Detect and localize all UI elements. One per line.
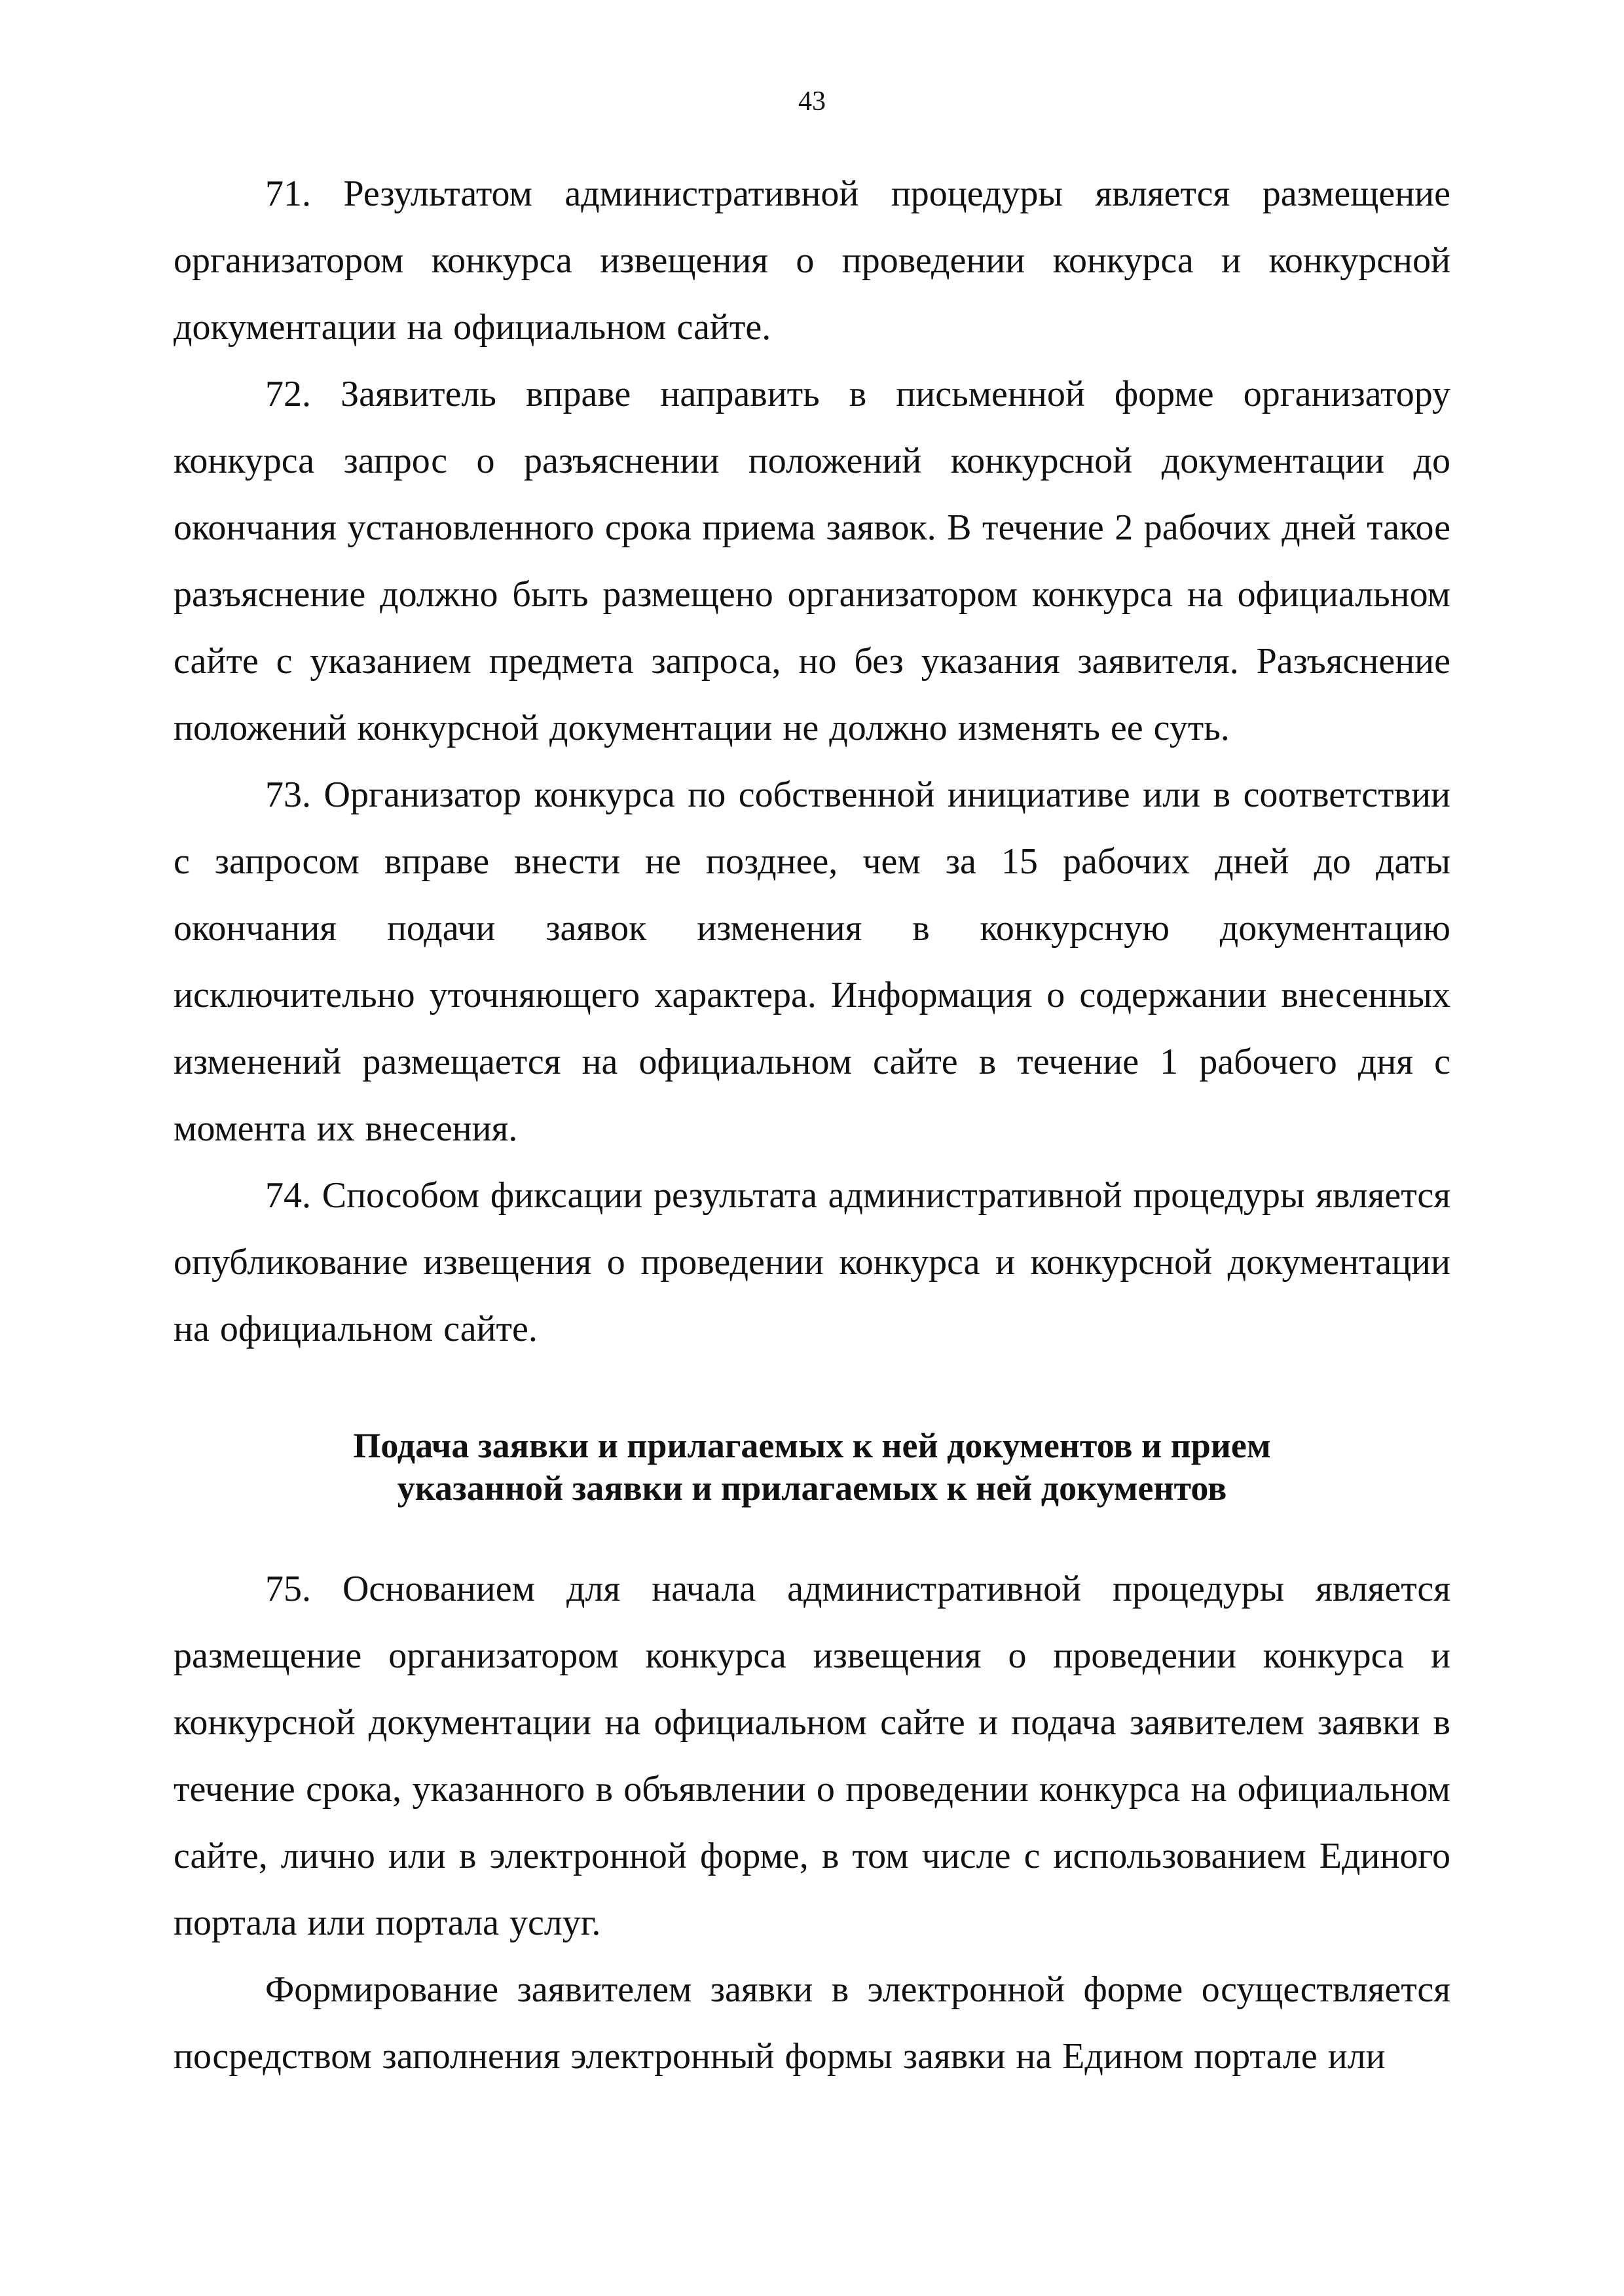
section-heading-line-1: Подача заявки и прилагаемых к ней документов и прием (353, 1426, 1271, 1465)
paragraph-74: 74. Способом фиксации результата административной процедуры является опубликование извещения о проведении конкурса и конкурсной документации на официальном сайте. (174, 1175, 1450, 1349)
section-heading (174, 1425, 1450, 1510)
document-body (174, 160, 1450, 2090)
page-number: 43 (798, 86, 826, 117)
paragraph-71: 71. Результатом административной процедуры является размещение организатором конкурса извещения о проведении конкурса и конкурсной документации на официальном сайте. (174, 173, 1450, 348)
paragraph-72: 72. Заявитель вправе направить в письменной форме организатору конкурса запрос о разъяснении положений конкурсной документации до окончания установленного срока приема заявок. В течение 2 рабочих дней такое разъяснение должно быть размещено организатором конкурса на официальном сайте с указанием предмета запроса, но без указания заявителя. Разъяснение положений конкурсной документации не должно изменять ее суть. (174, 374, 1450, 748)
paragraph-75: 75. Основанием для начала административной процедуры является размещение организатором конкурса извещения о проведении конкурса и конкурсной документации на официальном сайте и подача заявителем заявки в течение срока, указанного в объявлении о проведении конкурса на официальном сайте, лично или в электронной форме, в том числе с использованием Единого портала или портала услуг. (174, 1569, 1450, 1943)
paragraph-73: 73. Организатор конкурса по собственной инициативе или в соответствии с запросом вправе внести не позднее, чем за 15 рабочих дней до даты окончания подачи заявок изменения в конкурсную документацию исключительно уточняющего характера. Информация о содержании внесенных изменений размещается на официальном сайте в течение 1 рабочего дня с момента их внесения. (174, 774, 1450, 1149)
paragraph-application-forming: Формирование заявителем заявки в электронной форме осуществляется посредством заполнения электронный формы заявки на Едином портале или (174, 1969, 1450, 2077)
section-heading-line-2: указанной заявки и прилагаемых к ней документов (397, 1468, 1227, 1508)
